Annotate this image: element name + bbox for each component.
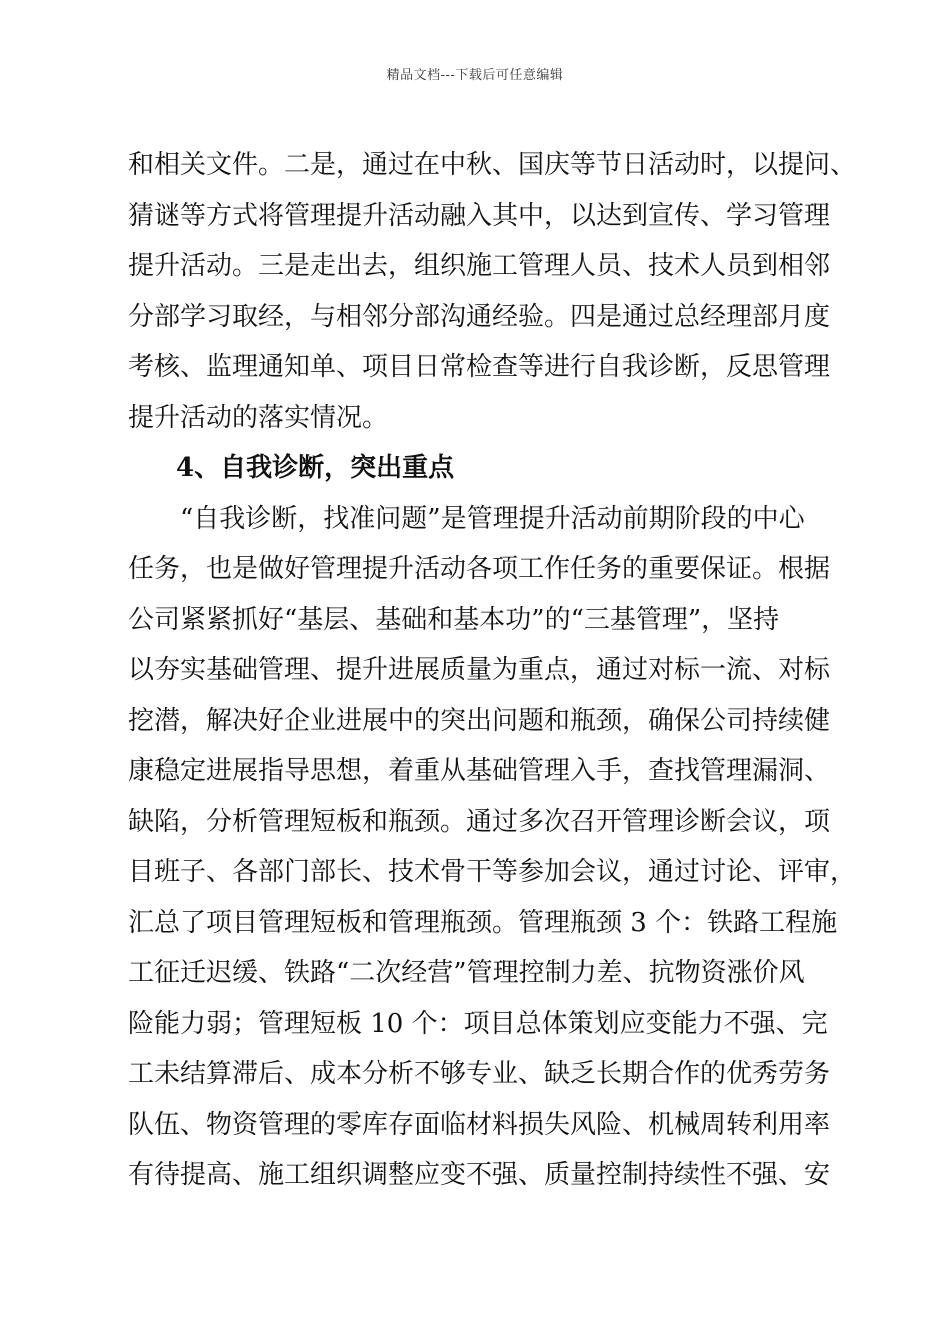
text-line: 缺陷，分析管理短板和瓶颈。通过多次召开管理诊断会议，项 (128, 806, 831, 837)
text-line: 队伍、物资管理的零库存面临材料损失风险、机械周转利用率 (128, 1109, 831, 1140)
text-line: 康稳定进展指导思想，着重从基础管理入手，查找管理漏洞、 (128, 756, 831, 786)
text-line: “自我诊断，找准问题”是管理提升活动前期阶段的中心 (180, 503, 805, 534)
text-line: 目班子、各部门部长、技术骨干等参加会议，通过讨论、评审， (128, 857, 857, 887)
text-line: 提升活动的落实情况。 (128, 402, 389, 433)
text-line: 和相关文件。二是，通过在中秋、国庆等节日活动时，以提问、 (128, 150, 857, 180)
text-line: 有待提高、施工组织调整应变不强、质量控制持续性不强、安 (128, 1160, 831, 1190)
text-line: 汇总了项目管理短板和管理瓶颈。管理瓶颈 3 个：铁路工程施 (128, 907, 838, 938)
section-heading: 4、自我诊断，突出重点 (176, 453, 455, 483)
text-line: 任务，也是做好管理提升活动各项工作任务的重要保证。根据 (128, 554, 831, 584)
text-line: 险能力弱；管理短板 10 个：项目总体策划应变能力不强、完 (128, 1008, 828, 1039)
text-line: 猜谜等方式将管理提升活动融入其中，以达到宣传、学习管理 (128, 200, 831, 231)
document-body (128, 140, 857, 1201)
text-line: 工征迁迟缓、铁路“二次经营”管理控制力差、抗物资涨价风 (128, 958, 805, 988)
text-line: 考核、监理通知单、项目日常检查等进行自我诊断，反思管理 (128, 352, 831, 382)
text-line: 分部学习取经，与相邻分部沟通经验。四是通过总经理部月度 (128, 301, 831, 332)
text-line: 工未结算滞后、成本分析不够专业、缺乏长期合作的优秀劳务 (128, 1059, 831, 1089)
page-header: 精品文档---下载后可任意编辑 (386, 68, 564, 83)
text-line: 公司紧紧抓好“基层、基础和基本功”的“三基管理”，坚持 (128, 604, 780, 635)
paragraph-continuation (128, 140, 857, 443)
text-line: 挖潜，解决好企业进展中的突出问题和瓶颈，确保公司持续健 (128, 705, 831, 736)
paragraph-self-diagnosis (128, 494, 857, 1201)
text-line: 以夯实基础管理、提升进展质量为重点，通过对标一流、对标 (128, 655, 831, 685)
text-line: 提升活动。三是走出去，组织施工管理人员、技术人员到相邻 (128, 251, 831, 281)
